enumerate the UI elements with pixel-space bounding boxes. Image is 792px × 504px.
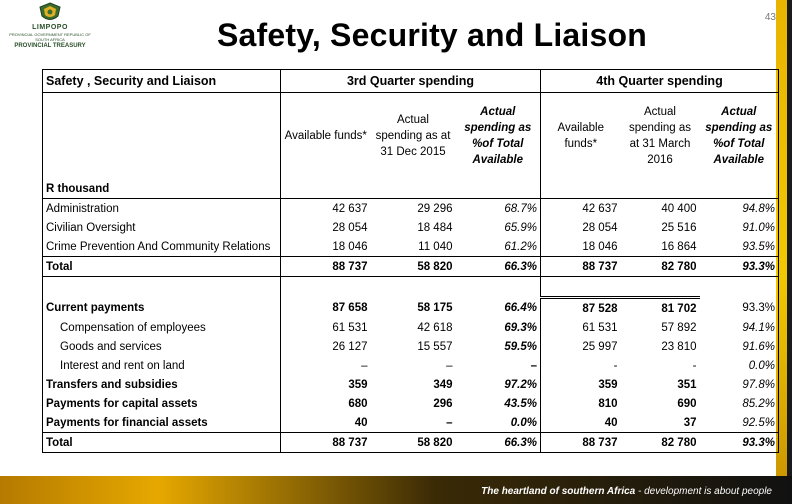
page-number: 43: [764, 12, 776, 23]
spending-table: [42, 69, 779, 453]
units-row: [43, 179, 779, 199]
table-row: Interest and rent on land – – – - - 0.0%: [43, 356, 779, 375]
q4-available-header: Available funds*: [541, 93, 621, 180]
section-title-cell: Safety , Security and Liaison: [43, 70, 281, 93]
q3-actual-header: Actual spending as at 31 Dec 2015: [371, 93, 456, 180]
table-row: Crime Prevention And Community Relations 18 046 11 040 61.2% 18 046 16 864 93.5%: [43, 237, 779, 257]
q4-header: 4th Quarter spending: [541, 70, 779, 93]
table-row: Goods and services 26 127 15 557 59.5% 25 997 23 810 91.6%: [43, 337, 779, 356]
logo-department: PROVINCIAL TREASURY: [14, 43, 86, 49]
q4-percent-header: Actual spending as %of Total Available: [700, 93, 779, 180]
table-row: Compensation of employees 61 531 42 618 69.3% 61 531 57 892 94.1%: [43, 318, 779, 337]
q3-available-header: Available funds*: [281, 93, 371, 180]
footer-tagline-rest: - development is about people: [635, 486, 772, 497]
table-row: Administration 42 637 29 296 68.7% 42 637 40 400 94.8%: [43, 199, 779, 219]
footer-banner: [0, 476, 792, 504]
q3-header: 3rd Quarter spending: [281, 70, 541, 93]
units-label: R thousand: [43, 179, 281, 199]
column-header-row: [43, 93, 779, 180]
page-title: Safety, Security and Liaison: [216, 17, 648, 53]
q4-actual-header: Actual spending as at 31 March 2016: [621, 93, 700, 180]
table-row: Payments for capital assets 680 296 43.5% 810 690 85.2%: [43, 394, 779, 413]
logo-subtitle: PROVINCIAL GOVERNMENT REPUBLIC OF SOUTH AFRICA: [9, 32, 91, 42]
spacer-row: [43, 277, 779, 298]
right-edge-bar: [787, 0, 792, 504]
table-header-row: [43, 70, 779, 93]
footer-tagline-bold: The heartland of southern Africa: [481, 486, 636, 497]
table-row: Transfers and subsidies 359 349 97.2% 359 351 97.8%: [43, 375, 779, 394]
table-row: Civilian Oversight 28 054 18 484 65.9% 28 054 25 516 91.0%: [43, 218, 779, 237]
table-row: Payments for financial assets 40 – 0.0% 40 37 92.5%: [43, 413, 779, 433]
footer-tagline: [481, 486, 772, 497]
economic-total-row: Total 88 737 58 820 66.3% 88 737 82 780 93.3%: [43, 433, 779, 453]
logo-name: LIMPOPO: [32, 24, 68, 31]
programme-total-row: Total 88 737 58 820 66.3% 88 737 82 780 93.3%: [43, 257, 779, 277]
blank-header-cell: [43, 93, 281, 180]
table-row: Current payments 87 658 58 175 66.4% 87 528 81 702 93.3%: [43, 298, 779, 319]
q3-percent-header: Actual spending as %of Total Available: [456, 93, 541, 180]
